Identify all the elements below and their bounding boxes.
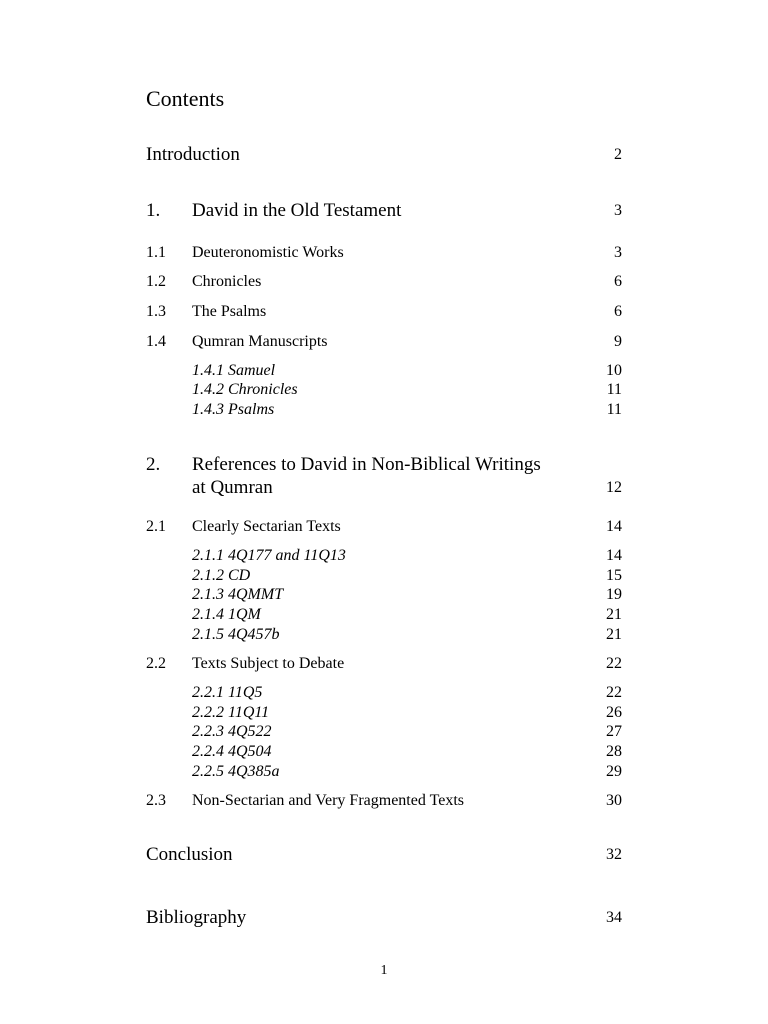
page-number: 1 bbox=[380, 963, 388, 978]
toc-subsection-label: 1.4.2 Chronicles bbox=[192, 381, 298, 398]
toc-section-label: Deuteronomistic Works bbox=[192, 244, 344, 261]
toc-section-page: 22 bbox=[606, 655, 622, 672]
toc-subsection-page: 21 bbox=[606, 626, 622, 643]
toc-section-label: Non-Sectarian and Very Fragmented Texts bbox=[192, 792, 464, 809]
toc-subsection-page: 14 bbox=[606, 547, 622, 564]
toc-subsection-page: 15 bbox=[606, 567, 622, 584]
toc-section-number: 1.3 bbox=[146, 303, 166, 320]
toc-subsection-page: 27 bbox=[606, 723, 622, 740]
toc-section-page: 9 bbox=[614, 333, 622, 350]
toc-subsection-page: 28 bbox=[606, 743, 622, 760]
toc-section-page: 6 bbox=[614, 303, 622, 320]
toc-subsection-page: 22 bbox=[606, 684, 622, 701]
toc-section-number: 1.1 bbox=[146, 244, 166, 261]
toc-subsection-label: 2.1.4 1QM bbox=[192, 606, 261, 623]
toc-section-label: Chronicles bbox=[192, 273, 262, 290]
toc-section-number: 1.4 bbox=[146, 333, 166, 350]
toc-section-label: Texts Subject to Debate bbox=[192, 655, 345, 672]
toc-subsection-label: 2.1.5 4Q457b bbox=[192, 626, 280, 643]
toc-subsection-page: 11 bbox=[606, 381, 622, 398]
toc-entry-conclusion-label: Conclusion bbox=[146, 844, 233, 865]
toc-entry-introduction-page: 2 bbox=[614, 146, 622, 163]
toc-subsection-page: 11 bbox=[606, 401, 622, 418]
toc-chapter-number: 1. bbox=[146, 200, 161, 221]
toc-subsection-label: 1.4.3 Psalms bbox=[192, 401, 275, 418]
toc-subsection-page: 26 bbox=[606, 704, 622, 721]
toc-subsection-page: 29 bbox=[606, 763, 622, 780]
toc-entry-bibliography-page: 34 bbox=[606, 909, 622, 926]
toc-chapter-label-continued: at Qumran bbox=[192, 477, 273, 498]
toc-subsection-label: 2.2.5 4Q385a bbox=[192, 763, 280, 780]
toc-subsection-label: 2.1.3 4QMMT bbox=[192, 586, 284, 603]
toc-subsection-label: 2.2.4 4Q504 bbox=[192, 743, 272, 760]
toc-subsection-label: 2.2.3 4Q522 bbox=[192, 723, 272, 740]
toc-section-number: 1.2 bbox=[146, 273, 166, 290]
toc-section-page: 6 bbox=[614, 273, 622, 290]
toc-subsection-page: 21 bbox=[606, 606, 622, 623]
toc-subsection-label: 2.1.2 CD bbox=[192, 567, 251, 584]
toc-section-label: Qumran Manuscripts bbox=[192, 333, 328, 350]
page-title: Contents bbox=[146, 86, 225, 111]
toc-entry-bibliography-label: Bibliography bbox=[146, 907, 247, 928]
toc-chapter-number: 2. bbox=[146, 454, 161, 475]
toc-section-page: 14 bbox=[606, 518, 622, 535]
toc-chapter-page: 12 bbox=[606, 479, 622, 496]
toc-section-number: 2.3 bbox=[146, 792, 166, 809]
toc-subsection-page: 19 bbox=[606, 586, 622, 603]
toc-subsection-label: 2.1.1 4Q177 and 11Q13 bbox=[192, 547, 346, 564]
toc-subsection-label: 1.4.1 Samuel bbox=[192, 362, 276, 379]
toc-section-page: 30 bbox=[606, 792, 622, 809]
toc-section-label: The Psalms bbox=[192, 303, 267, 320]
toc-chapter-page: 3 bbox=[614, 202, 622, 219]
toc-section-number: 2.1 bbox=[146, 518, 166, 535]
toc-section-page: 3 bbox=[614, 244, 622, 261]
toc-chapter-label: David in the Old Testament bbox=[192, 200, 402, 221]
toc-subsection-label: 2.2.2 11Q11 bbox=[192, 704, 270, 721]
toc-section-label: Clearly Sectarian Texts bbox=[192, 518, 341, 535]
toc-entry-introduction-label: Introduction bbox=[146, 144, 240, 165]
toc-subsection-label: 2.2.1 11Q5 bbox=[192, 684, 263, 701]
toc-entry-conclusion-page: 32 bbox=[606, 846, 622, 863]
toc-chapter-label: References to David in Non-Biblical Writings bbox=[192, 454, 541, 475]
toc-section-number: 2.2 bbox=[146, 655, 166, 672]
toc-subsection-page: 10 bbox=[606, 362, 622, 379]
